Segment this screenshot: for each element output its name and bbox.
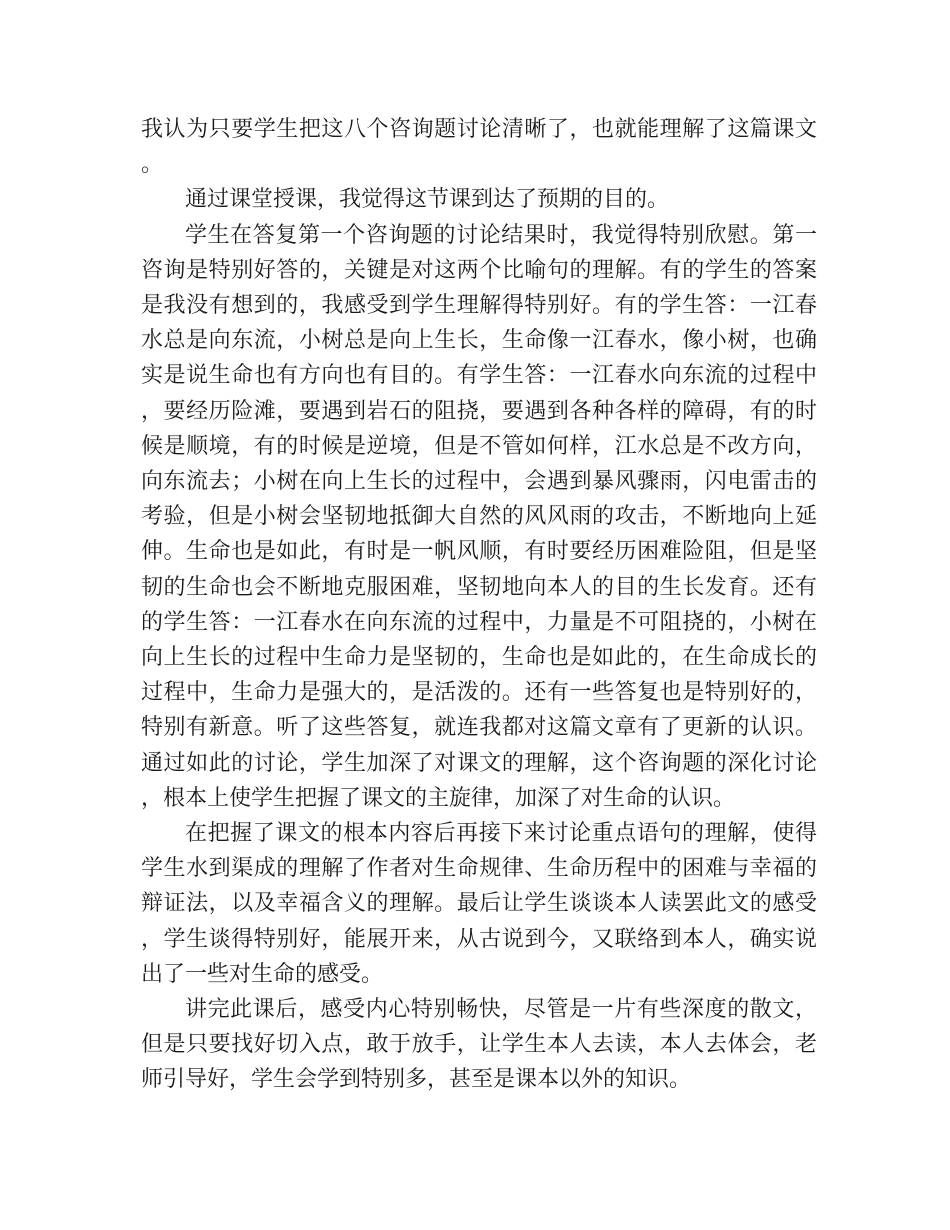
paragraph-lesson-goal: 通过课堂授课，我觉得这节课到达了预期的目的。 <box>185 187 670 213</box>
paragraph-reflection: 讲完此课后，感受内心特别畅快，尽管是一片有些深度的散文，但是只要找好切入点，敢于放手，让学生本人去读，本人去体会，老师引导好，学生会学到特别多，甚至是课本以外的知识。 <box>141 997 817 1093</box>
paragraph-continued: 我认为只要学生把这八个咨询题讨论清晰了，也就能理解了这篇课文。 <box>141 117 817 178</box>
document-body <box>141 112 817 1098</box>
paragraph-student-answers: 学生在答复第一个咨询题的讨论结果时，我觉得特别欣慰。第一咨询是特别好答的，关键是对这两个比喻句的理解。有的学生的答案是我没有想到的，我感受到学生理解得特别好。有的学生答：一江春水总是向东流，小树总是向上生长，生命像一江春水，像小树，也确实是说生命也有方向也有目的。有学生答：一江春水向东流的过程中，要经历险滩，要遇到岩石的阻挠，要遇到各种各样的障碍，有的时候是顺境，有的时候是逆境，但是不管如何样，江水总是不改方向，向东流去；小树在向上生长的过程中，会遇到暴风骤雨，闪电雷击的考验，但是小树会坚韧地抵御大自然的风风雨的攻击，不断地向上延伸。生命也是如此，有时是一帆风顺，有时要经历困难险阻，但是坚韧的生命也会不断地克服困难，坚韧地向本人的目的生长发育。还有的学生答：一江春水在向东流的过程中，力量是不可阻挠的，小树在向上生长的过程中生命力是坚韧的，生命也是如此的，在生命成长的过程中，生命力是强大的，是活泼的。还有一些答复也是特别好的，特别有新意。听了这些答复，就连我都对这篇文章有了更新的认识。通过如此的讨论，学生加深了对课文的理解，这个咨询题的深化讨论，根本上使学生把握了课文的主旋律，加深了对生命的认识。 <box>141 222 817 811</box>
paragraph-key-sentences: 在把握了课文的根本内容后再接下来讨论重点语句的理解，使得学生水到渠成的理解了作者对生命规律、生命历程中的困难与幸福的辩证法，以及幸福含义的理解。最后让学生谈谈本人读罢此文的感受，学生谈得特别好，能展开来，从古说到今，又联络到本人，确实说出了一些对生命的感受。 <box>141 821 817 987</box>
